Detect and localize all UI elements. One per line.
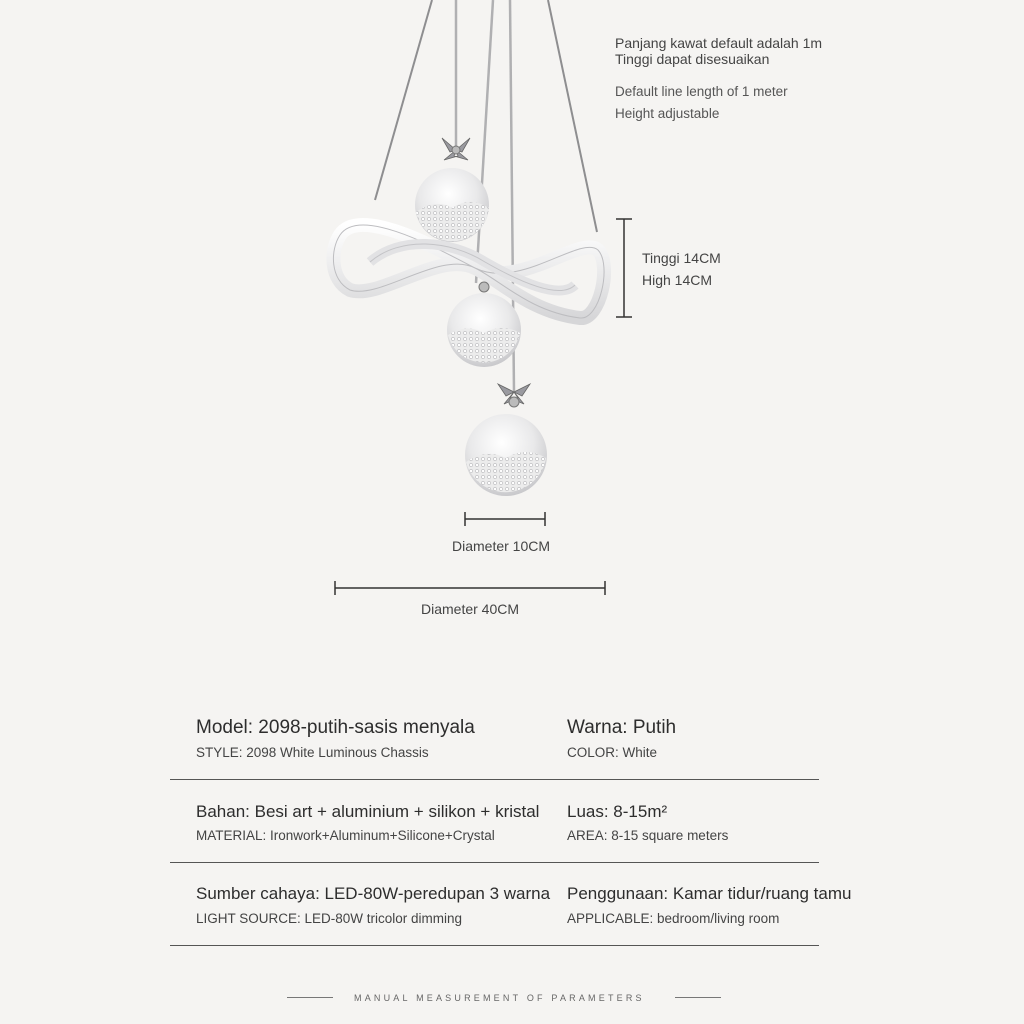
- height-dimension-line: [616, 219, 632, 317]
- spec-light-source-en: LIGHT SOURCE: LED-80W tricolor dimming: [196, 911, 463, 926]
- top-globe: [415, 138, 489, 242]
- divider: [170, 862, 819, 863]
- note-height-adjustable-id: Tinggi dapat disesuaikan: [615, 51, 770, 67]
- small-diameter-line: [465, 512, 545, 526]
- divider: [170, 945, 819, 946]
- small-diameter-label: Diameter 10CM: [452, 538, 551, 554]
- spec-color-id: Warna: Putih: [567, 717, 677, 738]
- note-wire-length-en: Default line length of 1 meter: [615, 84, 788, 99]
- footer-caption: MANUAL MEASUREMENT OF PARAMETERS: [354, 993, 645, 1003]
- spec-material-id: Bahan: Besi art + aluminium + silikon + kristal: [196, 802, 540, 821]
- spec-usage-en: APPLICABLE: bedroom/living room: [567, 911, 780, 926]
- spec-area-en: AREA: 8-15 square meters: [567, 828, 729, 843]
- divider: [170, 779, 819, 780]
- spec-material-en: MATERIAL: Ironwork+Aluminum+Silicone+Crystal: [196, 828, 495, 843]
- spec-model: Model: 2098-putih-sasis menyala: [196, 717, 475, 738]
- spec-light-source-id: Sumber cahaya: LED-80W-peredupan 3 warna: [196, 884, 551, 903]
- spec-usage-id: Penggunaan: Kamar tidur/ruang tamu: [567, 884, 852, 903]
- spec-style: STYLE: 2098 White Luminous Chassis: [196, 745, 429, 760]
- large-diameter-line: [335, 581, 605, 595]
- large-diameter-label: Diameter 40CM: [421, 601, 520, 617]
- spec-color-en: COLOR: White: [567, 745, 658, 760]
- spec-area-id: Luas: 8-15m²: [567, 802, 668, 821]
- height-label-id: Tinggi 14CM: [642, 250, 721, 266]
- note-height-adjustable-en: Height adjustable: [615, 106, 720, 121]
- bottom-globe: [465, 384, 547, 496]
- footer-line-right: [675, 997, 721, 998]
- height-label-en: High 14CM: [642, 272, 713, 288]
- note-wire-length-id: Panjang kawat default adalah 1m: [615, 35, 823, 51]
- footer-line-left: [287, 997, 333, 998]
